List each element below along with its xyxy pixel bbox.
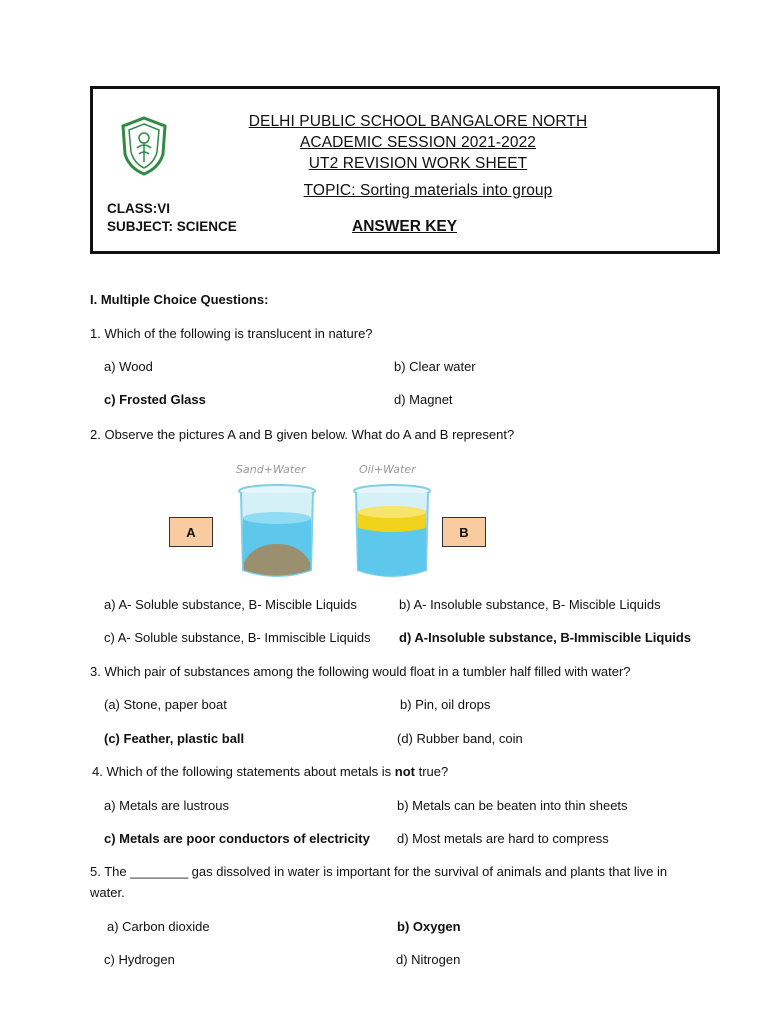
- question-3: 3. Which pair of substances among the following would float in a tumbler half filled with water?: [90, 664, 631, 679]
- question-4-text: 4. Which of the following statements about metals is: [92, 764, 395, 779]
- q3-option-b: b) Pin, oil drops: [400, 697, 491, 712]
- q4-option-a: a) Metals are lustrous: [104, 798, 229, 813]
- answer-key-title: ANSWER KEY: [352, 218, 458, 235]
- q1-option-a: a) Wood: [104, 359, 153, 374]
- question-4: [92, 764, 448, 779]
- q4-option-c-answer: c) Metals are poor conductors of electricity: [104, 831, 370, 846]
- school-name: DELHI PUBLIC SCHOOL BANGALORE NORTH: [248, 113, 588, 130]
- q3-option-d: (d) Rubber band, coin: [397, 731, 523, 746]
- class-label: CLASS:VI: [107, 201, 171, 216]
- q2-option-a: a) A- Soluble substance, B- Miscible Liquids: [104, 597, 357, 612]
- question-4-end: true?: [414, 764, 449, 779]
- section-title: I. Multiple Choice Questions:: [90, 292, 269, 307]
- q5-option-a: a) Carbon dioxide: [107, 919, 210, 934]
- q1-option-d: d) Magnet: [394, 392, 453, 407]
- q3-option-c-answer: (c) Feather, plastic ball: [104, 731, 245, 746]
- q3-option-a: (a) Stone, paper boat: [104, 697, 227, 712]
- q5-option-d: d) Nitrogen: [396, 952, 461, 967]
- question-4-emphasis: not: [394, 764, 415, 779]
- beaker-oil-water-image: [349, 482, 435, 582]
- question-5-line-1: 5. The ________ gas dissolved in water is important for the survival of animals and plants that live in: [90, 864, 668, 879]
- label-b-box: B: [442, 517, 486, 547]
- academic-session: ACADEMIC SESSION 2021-2022: [299, 134, 537, 151]
- beaker-b-caption: Oil+Water: [359, 463, 416, 476]
- q4-option-d: d) Most metals are hard to compress: [397, 831, 609, 846]
- question-2: 2. Observe the pictures A and B given below. What do A and B represent?: [90, 427, 515, 442]
- question-1: 1. Which of the following is translucent in nature?: [90, 326, 373, 341]
- q2-option-c: c) A- Soluble substance, B- Immiscible Liquids: [104, 630, 371, 645]
- q2-option-b: b) A- Insoluble substance, B- Miscible Liquids: [399, 597, 661, 612]
- worksheet-header: [90, 86, 720, 254]
- subject-label: SUBJECT: SCIENCE: [107, 219, 237, 234]
- q4-option-b: b) Metals can be beaten into thin sheets: [397, 798, 628, 813]
- beaker-sand-water-image: [234, 482, 320, 582]
- q5-option-c: c) Hydrogen: [104, 952, 175, 967]
- label-a-box: A: [169, 517, 213, 547]
- q5-option-b-answer: b) Oxygen: [397, 919, 461, 934]
- q1-option-b: b) Clear water: [394, 359, 476, 374]
- class-info: [107, 200, 237, 236]
- topic: TOPIC: Sorting materials into group: [303, 182, 553, 199]
- q2-option-d-answer: d) A-Insoluble substance, B-Immiscible Liquids: [399, 630, 692, 645]
- question-5-line-2: water.: [90, 885, 125, 900]
- beaker-a-caption: Sand+Water: [236, 463, 306, 476]
- worksheet-title: UT2 REVISION WORK SHEET: [308, 155, 528, 172]
- q1-option-c-answer: c) Frosted Glass: [104, 392, 206, 407]
